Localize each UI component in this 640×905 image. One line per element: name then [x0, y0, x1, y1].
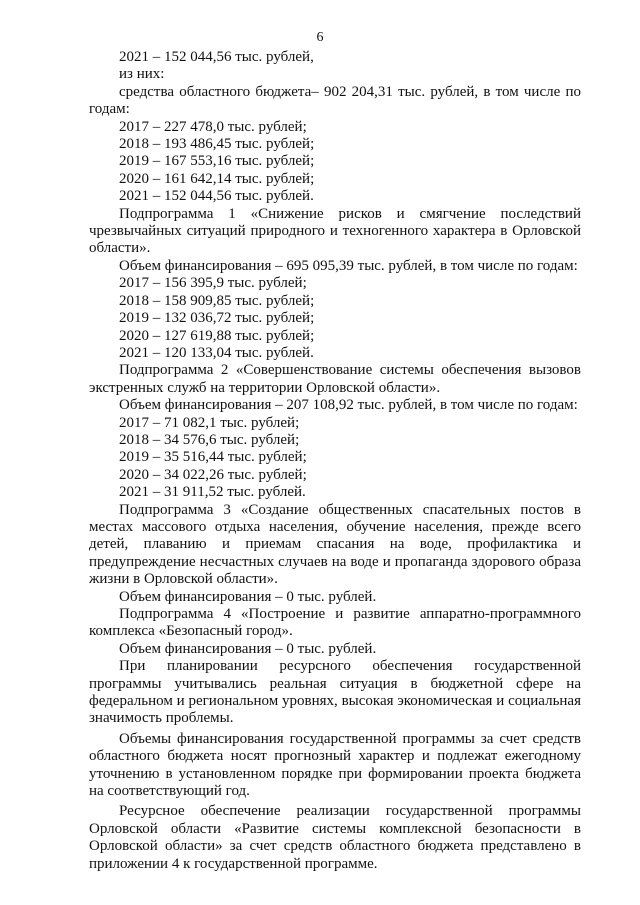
year-line: 2020 – 161 642,14 тыс. рублей; [119, 170, 315, 187]
year-line: 2017 – 156 395,9 тыс. рублей; [119, 275, 307, 292]
regional-budget-paragraph: средства областного бюджета– 902 204,31 тыс. рублей, в том числе по годам: [89, 83, 581, 118]
year-line: 2019 – 35 516,44 тыс. рублей; [119, 449, 307, 466]
year-line: 2017 – 227 478,0 тыс. рублей; [119, 118, 307, 135]
page-number: 6 [316, 30, 324, 45]
subprogram-4-funding: Объем финансирования – 0 тыс. рублей. [119, 640, 377, 657]
year-line: 2018 – 34 576,6 тыс. рублей; [119, 431, 300, 448]
subprogram-1-funding: Объем финансирования – 695 095,39 тыс. рублей, в том числе по годам: [119, 257, 578, 274]
year-line: 2020 – 34 022,26 тыс. рублей; [119, 466, 307, 483]
resource-paragraph: Ресурсное обеспечение реализации государственной программы Орловской области «Развитие системы комплексной безопасности в Орловской области» за счет средств областного бюджета представлено в приложении 4 к государственной программе. [89, 803, 581, 872]
year-line: 2017 – 71 082,1 тыс. рублей; [119, 414, 300, 431]
text-line: 2021 – 152 044,56 тыс. рублей, [119, 49, 314, 65]
year-line: 2021 – 120 133,04 тыс. рублей. [119, 344, 314, 361]
year-line: 2021 – 31 911,52 тыс. рублей. [119, 484, 306, 501]
year-line: 2021 – 152 044,56 тыс. рублей. [119, 188, 314, 205]
year-line: 2018 – 193 486,45 тыс. рублей; [119, 136, 315, 153]
year-line: 2019 – 167 553,16 тыс. рублей; [119, 153, 315, 170]
subprogram-3-title: Подпрограмма 3 «Создание общественных спасательных постов в местах массового отдыха населения, обучение населения, прежде всего детей, плаванию и приемам спасания на воде, профилактика и предупреждение несчастных случаев на воде и пропаганда здорового образа жизни в Орловской области». [89, 501, 581, 588]
subprogram-2-title: Подпрограмма 2 «Совершенствование системы обеспечения вызовов экстренных служб на территории Орловской области». [89, 362, 581, 396]
subprogram-3-funding: Объем финансирования – 0 тыс. рублей. [119, 588, 377, 605]
year-line: 2018 – 158 909,85 тыс. рублей; [119, 292, 315, 309]
document-body [89, 49, 581, 873]
subprogram-4-title: Подпрограмма 4 «Построение и развитие аппаратно-программного комплекса «Безопасный город». [89, 606, 581, 640]
year-line: 2019 – 132 036,72 тыс. рублей; [119, 310, 315, 327]
subprogram-2-funding: Объем финансирования – 207 108,92 тыс. рублей, в том числе по годам: [119, 397, 578, 414]
volumes-paragraph: Объемы финансирования государственной программы за счет средств областного бюджета носят прогнозный характер и подлежат ежегодному уточнению в установленном порядке при формировании проекта бюджета на соответствующий год. [89, 730, 581, 800]
subprogram-1-title: Подпрограмма 1 «Снижение рисков и смягчение последствий чрезвычайных ситуаций природного и техногенного характера в Орловской области». [89, 205, 581, 257]
year-line: 2020 – 127 619,88 тыс. рублей; [119, 327, 315, 344]
planning-paragraph: При планировании ресурсного обеспечения государственной программы учитывались реальная ситуация в бюджетной сфере на федеральном и региональном уровнях, высокая экономическая и социальная значимость проблемы. [89, 658, 581, 727]
text-line: из них: [119, 66, 165, 83]
